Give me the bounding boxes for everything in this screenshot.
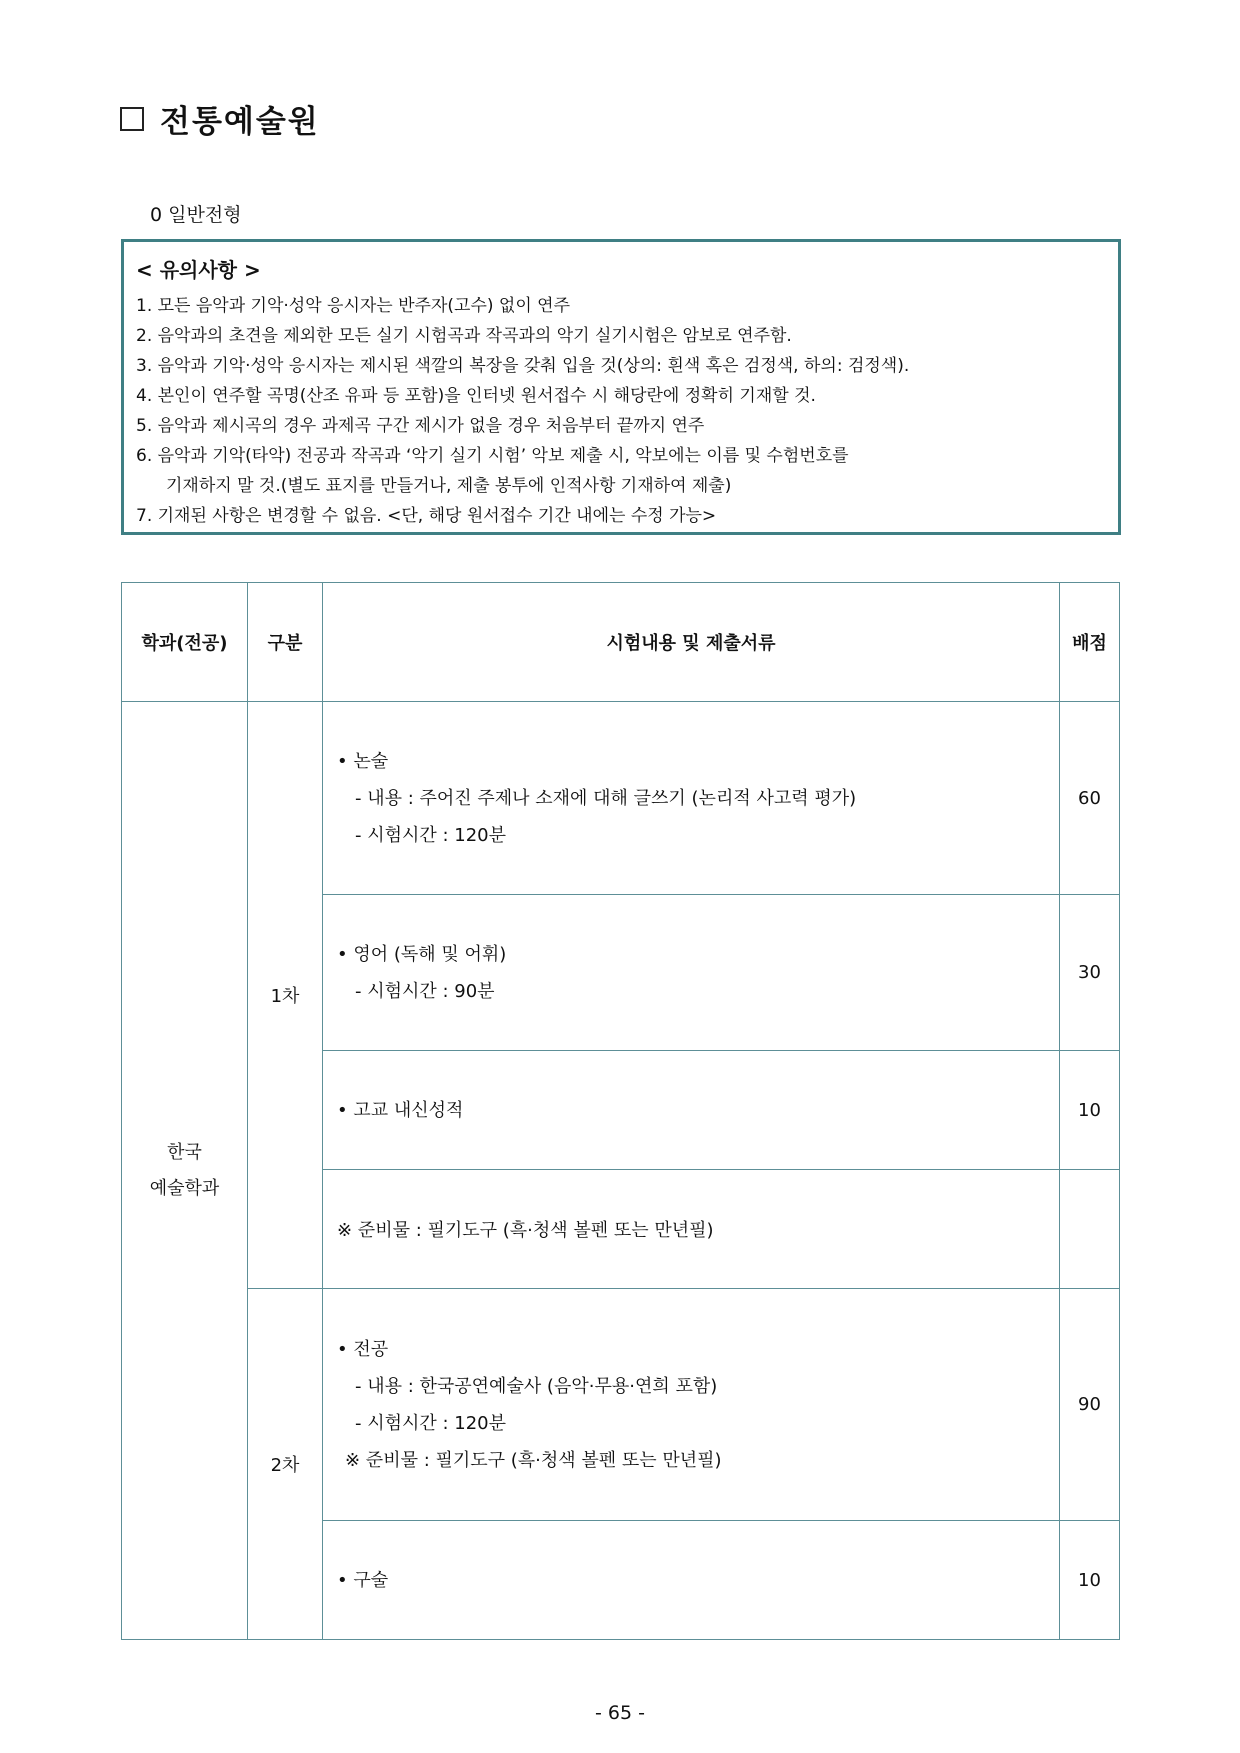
header-score: 배점 (1060, 583, 1120, 702)
notice-line-6: 6. 음악과 기악(타악) 전공과 작곡과 ‘악기 실기 시험’ 악보 제출 시, 악보에는 이름 및 수험번호를 (136, 446, 849, 466)
page-title (120, 96, 320, 141)
major-time: - 시험시간 : 120분 (355, 1412, 507, 1434)
grades-score: 10 (1060, 1051, 1120, 1170)
english-title: • 영어 (독해 및 어휘) (337, 943, 507, 965)
essay-content: - 내용 : 주어진 주제나 소재에 대해 글쓰기 (논리적 사고력 평가) (355, 787, 857, 809)
checkbox-square-icon (120, 107, 144, 131)
page-number: - 65 - (595, 1702, 645, 1724)
oral-title: • 구술 (337, 1569, 389, 1591)
notice-line-7: 7. 기재된 사항은 변경할 수 없음. <단, 해당 원서접수 기간 내에는 수정 가능> (136, 506, 717, 526)
department-line-2: 예술학과 (149, 1177, 220, 1199)
grades-cell (323, 1051, 1060, 1170)
round1-supplies-score (1060, 1170, 1120, 1289)
essay-cell (323, 702, 1060, 895)
notice-line-2: 2. 음악과의 초견을 제외한 모든 실기 시험곡과 작곡과의 악기 실기시험은 암보로 연주함. (136, 326, 792, 346)
grades-title: • 고교 내신성적 (337, 1099, 464, 1121)
department-cell (122, 702, 248, 1640)
essay-time: - 시험시간 : 120분 (355, 824, 507, 846)
table-row (122, 702, 1120, 895)
oral-score: 10 (1060, 1521, 1120, 1640)
major-cell (323, 1289, 1060, 1521)
notice-line-4: 4. 본인이 연주할 곡명(산조 유파 등 포함)을 인터넷 원서접수 시 해당란에 정확히 기재할 것. (136, 386, 816, 406)
notice-box (121, 239, 1121, 535)
notice-line-6-cont: 기재하지 말 것.(별도 표지를 만들거나, 제출 봉투에 인적사항 기재하여 제출) (166, 476, 732, 496)
notice-line-3: 3. 음악과 기악·성악 응시자는 제시된 색깔의 복장을 갖춰 입을 것(상의: 흰색 혹은 검정색, 하의: 검정색). (136, 356, 910, 376)
major-content: - 내용 : 한국공연예술사 (음악·무용·연희 포함) (355, 1375, 718, 1397)
header-round: 구분 (248, 583, 323, 702)
notice-heading: < 유의사항 > (136, 258, 261, 282)
round1-supplies-cell (323, 1170, 1060, 1289)
english-score: 30 (1060, 895, 1120, 1051)
exam-table (121, 582, 1120, 1640)
essay-score: 60 (1060, 702, 1120, 895)
header-department: 학과(전공) (122, 583, 248, 702)
major-supplies: ※ 준비물 : 필기도구 (흑·청색 볼펜 또는 만년필) (345, 1449, 722, 1471)
english-time: - 시험시간 : 90분 (355, 980, 495, 1002)
essay-title: • 논술 (337, 750, 389, 772)
round1-label: 1차 (248, 702, 323, 1289)
header-content: 시험내용 및 제출서류 (323, 583, 1060, 702)
oral-cell (323, 1521, 1060, 1640)
english-cell (323, 895, 1060, 1051)
notice-line-5: 5. 음악과 제시곡의 경우 과제곡 구간 제시가 없을 경우 처음부터 끝까지 연주 (136, 416, 705, 436)
major-score: 90 (1060, 1289, 1120, 1521)
notice-line-1: 1. 모든 음악과 기악·성악 응시자는 반주자(고수) 없이 연주 (136, 296, 570, 316)
department-line-1: 한국 (167, 1141, 202, 1163)
subheading: 0 일반전형 (150, 204, 242, 226)
page-title-text: 전통예술원 (160, 104, 320, 140)
table-row (122, 1289, 1120, 1521)
major-title: • 전공 (337, 1338, 389, 1360)
table-header-row (122, 583, 1120, 702)
round2-label: 2차 (248, 1289, 323, 1640)
round1-supplies: ※ 준비물 : 필기도구 (흑·청색 볼펜 또는 만년필) (337, 1220, 714, 1241)
